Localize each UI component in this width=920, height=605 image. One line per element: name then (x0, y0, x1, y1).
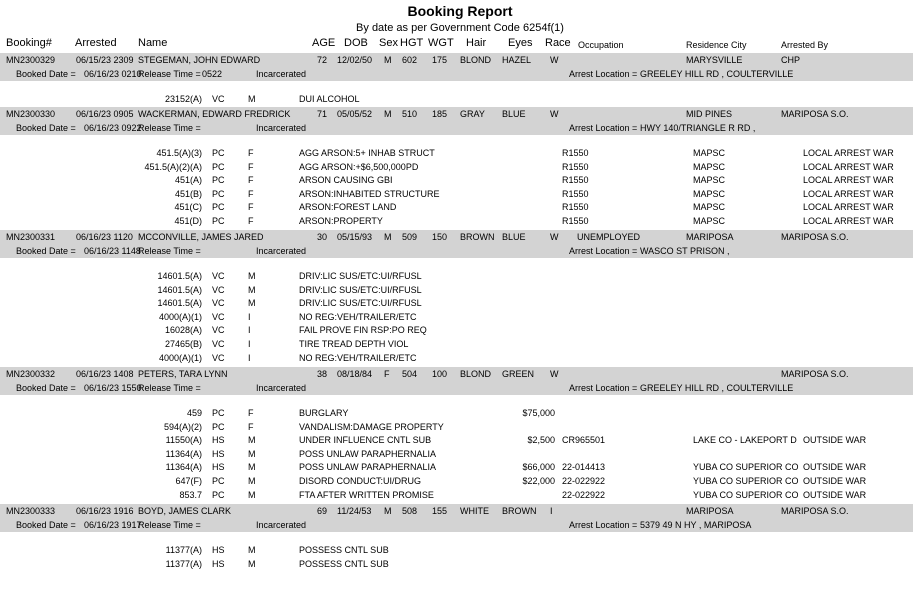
charge-level: M (248, 435, 256, 445)
column-header-occupation: Occupation (578, 40, 624, 50)
weight: 100 (432, 369, 448, 379)
residence-city: MARIPOSA (686, 506, 734, 516)
sex: M (384, 55, 392, 65)
charge-code: 27465(B) (164, 339, 202, 349)
charge-level: M (248, 545, 256, 555)
charge-code: 11377(A) (165, 559, 202, 569)
bail-amount: $66,000 (522, 462, 555, 472)
warrant-type: LOCAL ARREST WAR (803, 216, 894, 226)
race: W (550, 369, 559, 379)
custody-status: Incarcerated (256, 246, 307, 256)
height: 504 (402, 369, 418, 379)
column-header-hair: Hair (466, 37, 487, 49)
release-time: 0522 (202, 69, 223, 79)
bail-amount: $75,000 (522, 408, 555, 418)
age: 30 (317, 232, 328, 242)
column-header-wgt: WGT (428, 37, 454, 49)
charge-level: F (248, 408, 254, 418)
charge-type: PC (212, 148, 225, 158)
case-number: R1550 (562, 148, 589, 158)
charge-level: M (248, 462, 256, 472)
person-name: MCCONVILLE, JAMES JARED (138, 232, 264, 242)
weight: 150 (432, 232, 448, 242)
hair: GRAY (460, 109, 485, 119)
case-number: R1550 (562, 162, 589, 172)
case-number: 22-014413 (562, 462, 606, 472)
hair: BROWN (460, 232, 495, 242)
charge-level: F (248, 202, 254, 212)
column-header-arrested-by: Arrested By (781, 40, 829, 50)
charge-level: M (248, 298, 256, 308)
column-header-arrested: Arrested (75, 37, 117, 49)
charge-code: 451(C) (174, 202, 202, 212)
occupation: UNEMPLOYED (577, 232, 641, 242)
court: MAPSC (693, 148, 726, 158)
weight: 185 (432, 109, 448, 119)
charge-code: 451.5(A)(3) (156, 148, 202, 158)
charge-type: PC (212, 162, 225, 172)
arrest-location: GREELEY HILL RD , COULTERVILLE (640, 69, 794, 79)
charge-type: PC (212, 216, 225, 226)
report-subtitle: By date as per Government Code 6254f(1) (356, 22, 564, 34)
column-header-residence-city: Residence City (686, 40, 747, 50)
charge-description: VANDALISM:DAMAGE PROPERTY (299, 422, 444, 432)
age: 71 (317, 109, 328, 119)
height: 602 (402, 55, 418, 65)
charge-code: 23152(A) (164, 94, 202, 104)
charge-type: PC (212, 175, 225, 185)
column-header-booking: Booking# (6, 37, 52, 49)
hair: WHITE (460, 506, 489, 516)
charge-type: VC (212, 353, 225, 363)
eyes: BROWN (502, 506, 537, 516)
charge-type: PC (212, 408, 225, 418)
arrested-by: MARIPOSA S.O. (781, 232, 849, 242)
arrested-datetime: 06/16/23 1408 (76, 369, 134, 379)
age: 38 (317, 369, 328, 379)
person-name: BOYD, JAMES CLARK (138, 506, 232, 516)
age: 69 (317, 506, 328, 516)
custody-status: Incarcerated (256, 520, 307, 530)
race: I (550, 506, 553, 516)
charge-level: M (248, 94, 256, 104)
charge-level: M (248, 559, 256, 569)
person-name: WACKERMAN, EDWARD FREDRICK (138, 109, 291, 119)
charge-type: PC (212, 476, 225, 486)
custody-status: Incarcerated (256, 383, 307, 393)
charge-code: 14601.5(A) (157, 298, 202, 308)
charge-level: F (248, 175, 254, 185)
charge-level: F (248, 189, 254, 199)
race: W (550, 55, 559, 65)
booked-date-label: Booked Date = (16, 520, 76, 530)
arrest-location-label: Arrest Location = (569, 123, 638, 133)
arrest-location-label: Arrest Location = (569, 69, 638, 79)
booking-number: MN2300330 (6, 109, 56, 119)
arrested-by: CHP (781, 55, 801, 65)
eyes: BLUE (502, 109, 526, 119)
arrest-location-label: Arrest Location = (569, 246, 638, 256)
charge-description: ARSON CAUSING GBI (299, 175, 393, 185)
charge-type: HS (212, 545, 225, 555)
arrested-by: MARIPOSA S.O. (781, 369, 849, 379)
column-header-name: Name (138, 37, 168, 49)
charge-level: F (248, 162, 254, 172)
warrant-type: LOCAL ARREST WAR (803, 202, 894, 212)
charge-type: VC (212, 312, 225, 322)
charge-code: 11364(A) (165, 449, 202, 459)
charge-description: ARSON:FOREST LAND (299, 202, 397, 212)
charge-type: HS (212, 435, 225, 445)
charge-description: POSS UNLAW PARAPHERNALIA (299, 462, 437, 472)
dob: 05/15/93 (337, 232, 373, 242)
charge-code: 451(B) (174, 189, 202, 199)
column-header-sex: Sex (379, 37, 398, 49)
charge-description: FTA AFTER WRITTEN PROMISE (299, 490, 434, 500)
dob: 11/24/53 (337, 506, 372, 516)
charge-level: F (248, 148, 254, 158)
charge-level: M (248, 271, 256, 281)
charge-code: 14601.5(A) (157, 285, 202, 295)
charge-description: DRIV:LIC SUS/ETC:UI/RFUSL (299, 271, 422, 281)
charge-description: NO REG:VEH/TRAILER/ETC (299, 353, 417, 363)
booked-date-label: Booked Date = (16, 69, 76, 79)
custody-status: Incarcerated (256, 69, 307, 79)
column-header-hgt: HGT (400, 37, 424, 49)
warrant-type: OUTSIDE WAR (803, 490, 867, 500)
court: MAPSC (693, 189, 726, 199)
charge-level: I (248, 312, 251, 322)
charge-code: 459 (186, 408, 202, 418)
bail-amount: $22,000 (522, 476, 555, 486)
charge-type: HS (212, 462, 225, 472)
charge-code: 4000(A)(1) (158, 312, 202, 322)
column-header-dob: DOB (344, 37, 368, 49)
charge-code: 14601.5(A) (157, 271, 202, 281)
charge-code: 647(F) (175, 476, 202, 486)
dob: 05/05/52 (337, 109, 373, 119)
warrant-type: OUTSIDE WAR (803, 476, 867, 486)
residence-city: MARYSVILLE (686, 55, 743, 65)
charge-description: POSS UNLAW PARAPHERNALIA (299, 449, 437, 459)
warrant-type: LOCAL ARREST WAR (803, 175, 894, 185)
booked-date: 06/16/23 1550 (84, 383, 142, 393)
race: W (550, 109, 559, 119)
charge-code: 451.5(A)(2)(A) (144, 162, 202, 172)
booked-date-label: Booked Date = (16, 246, 76, 256)
court: YUBA CO SUPERIOR CO (693, 476, 799, 486)
bail-amount: $2,500 (527, 435, 555, 445)
case-number: R1550 (562, 216, 589, 226)
charge-type: HS (212, 559, 225, 569)
warrant-type: LOCAL ARREST WAR (803, 162, 894, 172)
sex: M (384, 506, 392, 516)
residence-city: MID PINES (686, 109, 733, 119)
hair: BLOND (460, 369, 492, 379)
charge-level: M (248, 476, 256, 486)
release-time-label: Release Time = (138, 123, 201, 133)
arrested-datetime: 06/15/23 2309 (76, 55, 134, 65)
charge-level: F (248, 216, 254, 226)
charge-code: 11550(A) (165, 435, 202, 445)
booking-number: MN2300333 (6, 506, 56, 516)
height: 510 (402, 109, 418, 119)
booked-date: 06/16/23 1917 (84, 520, 142, 530)
eyes: GREEN (502, 369, 535, 379)
charge-type: VC (212, 285, 225, 295)
charge-code: 16028(A) (164, 325, 202, 335)
warrant-type: LOCAL ARREST WAR (803, 148, 894, 158)
release-time-label: Release Time = (138, 383, 201, 393)
booking-number: MN2300331 (6, 232, 56, 242)
weight: 175 (432, 55, 448, 65)
height: 509 (402, 232, 418, 242)
arrested-datetime: 06/16/23 0905 (76, 109, 134, 119)
eyes: HAZEL (502, 55, 532, 65)
court: MAPSC (693, 175, 726, 185)
arrest-location: WASCO ST PRISON , (640, 246, 730, 256)
charge-description: UNDER INFLUENCE CNTL SUB (299, 435, 432, 445)
charge-description: DRIV:LIC SUS/ETC:UI/RFUSL (299, 285, 422, 295)
charge-description: AGG ARSON:+$6,500,000PD (299, 162, 419, 172)
sex: M (384, 109, 392, 119)
charge-code: 11377(A) (165, 545, 202, 555)
column-header-eyes: Eyes (508, 37, 533, 49)
charge-code: 451(D) (174, 216, 202, 226)
booked-date: 06/16/23 0210 (84, 69, 142, 79)
charge-type: PC (212, 189, 225, 199)
charge-level: F (248, 422, 254, 432)
booked-date-label: Booked Date = (16, 383, 76, 393)
sex: F (384, 369, 390, 379)
release-time-label: Release Time = (138, 246, 201, 256)
person-name: STEGEMAN, JOHN EDWARD (138, 55, 261, 65)
charge-level: M (248, 285, 256, 295)
arrested-datetime: 06/16/23 1120 (76, 232, 133, 242)
arrested-datetime: 06/16/23 1916 (76, 506, 134, 516)
race: W (550, 232, 559, 242)
arrest-location: HWY 140/TRIANGLE R RD , (640, 123, 756, 133)
arrest-location-label: Arrest Location = (569, 520, 638, 530)
dob: 08/18/84 (337, 369, 373, 379)
charge-type: VC (212, 339, 225, 349)
case-number: R1550 (562, 189, 589, 199)
dob: 12/02/50 (337, 55, 373, 65)
height: 508 (402, 506, 418, 516)
residence-city: MARIPOSA (686, 232, 734, 242)
charge-level: M (248, 490, 256, 500)
warrant-type: LOCAL ARREST WAR (803, 189, 894, 199)
arrested-by: MARIPOSA S.O. (781, 109, 849, 119)
custody-status: Incarcerated (256, 123, 307, 133)
charge-code: 11364(A) (165, 462, 202, 472)
booked-date: 06/16/23 0922 (84, 123, 142, 133)
court: YUBA CO SUPERIOR CO (693, 462, 799, 472)
release-time-label: Release Time = (138, 69, 201, 79)
arrested-by: MARIPOSA S.O. (781, 506, 849, 516)
charge-type: HS (212, 449, 225, 459)
column-header-age: AGE (312, 37, 336, 49)
charge-type: PC (212, 422, 225, 432)
charge-code: 451(A) (174, 175, 202, 185)
charge-type: PC (212, 490, 225, 500)
charge-description: DISORD CONDUCT:UI/DRUG (299, 476, 422, 486)
warrant-type: OUTSIDE WAR (803, 462, 867, 472)
charge-type: VC (212, 298, 225, 308)
charge-code: 594(A)(2) (163, 422, 202, 432)
charge-code: 4000(A)(1) (158, 353, 202, 363)
arrest-location: 5379 49 N HY , MARIPOSA (640, 520, 752, 530)
arrest-location: GREELEY HILL RD , COULTERVILLE (640, 383, 794, 393)
case-number: 22-022922 (562, 490, 606, 500)
charge-level: I (248, 353, 251, 363)
charge-description: DUI ALCOHOL (299, 94, 360, 104)
charge-description: POSSESS CNTL SUB (299, 559, 389, 569)
charge-description: TIRE TREAD DEPTH VIOL (299, 339, 409, 349)
charge-level: I (248, 339, 251, 349)
charge-description: NO REG:VEH/TRAILER/ETC (299, 312, 417, 322)
case-number: 22-022922 (562, 476, 606, 486)
sex: M (384, 232, 392, 242)
column-header-race: Race (545, 37, 571, 49)
charge-level: M (248, 449, 256, 459)
report-title: Booking Report (407, 3, 513, 19)
charge-description: POSSESS CNTL SUB (299, 545, 389, 555)
arrest-location-label: Arrest Location = (569, 383, 638, 393)
court: MAPSC (693, 216, 726, 226)
charge-level: I (248, 325, 251, 335)
court: MAPSC (693, 162, 726, 172)
charge-type: PC (212, 202, 225, 212)
booked-date-label: Booked Date = (16, 123, 76, 133)
release-time-label: Release Time = (138, 520, 201, 530)
booking-number: MN2300329 (6, 55, 56, 65)
charge-description: AGG ARSON:5+ INHAB STRUCT (299, 148, 435, 158)
charge-code: 853.7 (179, 490, 202, 500)
charge-type: VC (212, 325, 225, 335)
charge-description: ARSON:INHABITED STRUCTURE (299, 189, 440, 199)
charge-type: VC (212, 94, 225, 104)
case-number: CR965501 (562, 435, 606, 445)
charge-description: ARSON:PROPERTY (299, 216, 383, 226)
hair: BLOND (460, 55, 492, 65)
case-number: R1550 (562, 175, 589, 185)
court: MAPSC (693, 202, 726, 212)
charge-type: VC (212, 271, 225, 281)
warrant-type: OUTSIDE WAR (803, 435, 867, 445)
weight: 155 (432, 506, 448, 516)
court: YUBA CO SUPERIOR CO (693, 490, 799, 500)
eyes: BLUE (502, 232, 526, 242)
person-name: PETERS, TARA LYNN (138, 369, 228, 379)
court: LAKE CO - LAKEPORT D (693, 435, 797, 445)
charge-description: DRIV:LIC SUS/ETC:UI/RFUSL (299, 298, 422, 308)
booked-date: 06/16/23 1148 (84, 246, 141, 256)
charge-description: FAIL PROVE FIN RSP:PO REQ (299, 325, 427, 335)
case-number: R1550 (562, 202, 589, 212)
booking-number: MN2300332 (6, 369, 56, 379)
age: 72 (317, 55, 328, 65)
charge-description: BURGLARY (299, 408, 349, 418)
